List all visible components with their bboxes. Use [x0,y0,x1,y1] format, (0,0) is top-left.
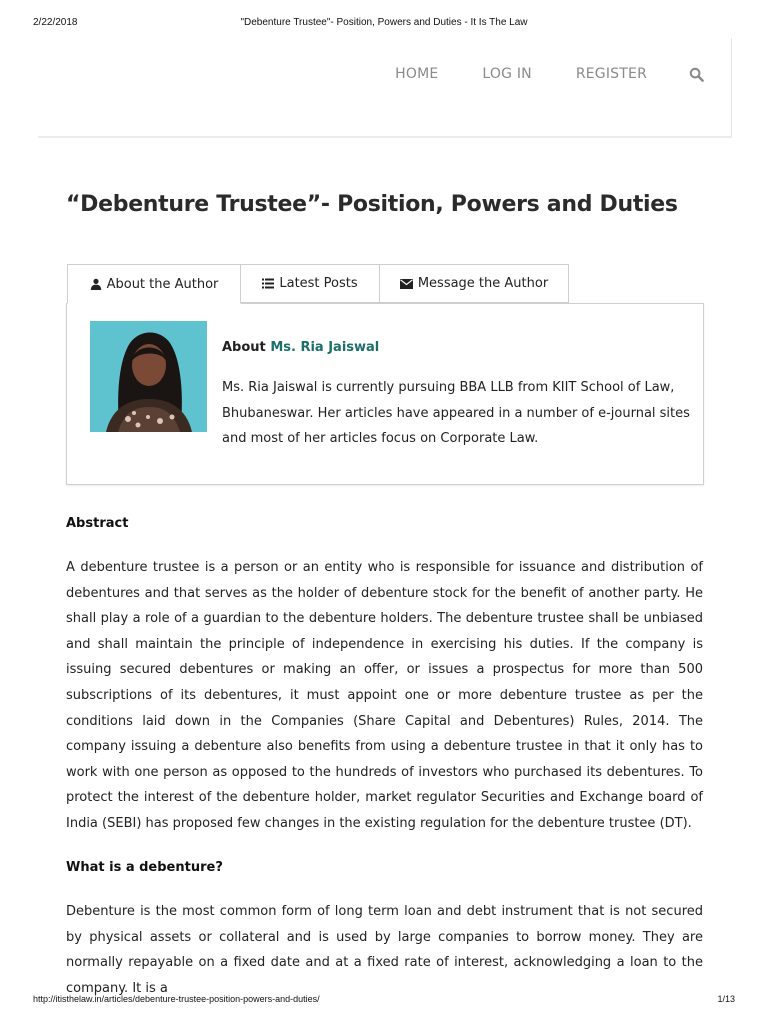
tab-message-author[interactable] [379,264,569,303]
section-heading-what-is-debenture: What is a debenture? [66,860,223,875]
print-header [0,17,768,31]
about-prefix: About [222,340,266,355]
tab-message-author-label: Message the Author [417,276,549,291]
author-name-link[interactable]: Ms. Ria Jaiswal [270,340,380,355]
nav-login-link[interactable]: LOG IN [482,66,532,82]
author-about-line [222,340,379,355]
site-header [38,38,732,138]
section-body-abstract: A debenture trustee is a person or an entity who is responsible for issuance and distribution of debentures and that serves as the holder of debenture stock for the benefit of another party. He shall play a role of a guardian to the debenture holders. The debenture trustee shall be unbiased and shall maintain the principle of independence in exercising his duties. If the company is issuing secured debentures or making an offer, or issues a prospectus for more than 500 subscriptions of its debentures, it must appoint one or more debenture trustee as per the conditions laid down in the Companies (Share Capital and Debentures) Rules, 2014. The company issuing a debenture also benefits from using a debenture trustee in that it only has to work with one person as opposed to the hundreds of investors who purchased its debentures. To protect the interest of the debenture holder, market regulator Securities and Exchange board of India (SEBI) has proposed few changes in the existing regulation for the debenture trustee (DT). [66,560,703,831]
main-nav [351,66,705,82]
nav-home-link[interactable]: HOME [395,66,439,82]
author-avatar [90,321,207,432]
envelope-icon [400,279,413,289]
author-bio: Ms. Ria Jaiswal is currently pursuing BBA LLB from KIIT School of Law, Bhubaneswar. Her articles have appeared in a number of e-journal sites and most of her articles focus on Corporate Law. [222,380,690,446]
list-icon [262,278,274,289]
section-body-what-is-debenture: Debenture is the most common form of long term loan and debt instrument that is not secured by physical assets or collateral and is used by large companies to borrow money. They are normally repayable on a fixed date and at a fixed rate of interest, acknowledging a loan to the company. It is a [66,904,703,996]
print-url: http://itisthelaw.in/articles/debenture-trustee-position-powers-and-duties/ [33,994,320,1004]
search-icon[interactable] [689,67,705,83]
tab-latest-posts[interactable] [240,264,380,303]
print-page-number: 1/13 [717,994,735,1004]
nav-register-link[interactable]: REGISTER [575,66,647,82]
tab-latest-posts-label: Latest Posts [279,276,358,291]
tab-about-author[interactable] [67,264,241,304]
article-title: “Debenture Trustee”- Position, Powers and Duties [66,192,678,217]
print-footer [0,994,768,1008]
section-heading-abstract: Abstract [66,516,129,531]
user-icon [90,278,102,290]
author-box [66,303,704,485]
tab-about-author-label: About the Author [106,276,219,292]
print-date: 2/22/2018 [33,17,78,28]
print-page-title: "Debenture Trustee"- Position, Powers and Duties - It Is The Law [240,17,528,28]
